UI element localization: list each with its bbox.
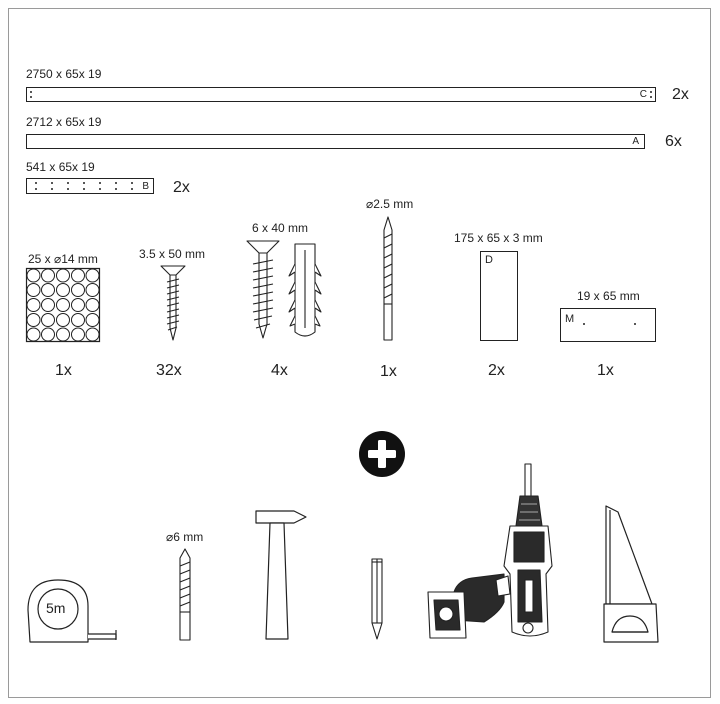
- pencil-icon: [370, 557, 384, 641]
- power-drill-icon: [424, 462, 560, 642]
- screw-plug-quantity: 4x: [271, 362, 288, 379]
- screw-dimension: 3.5 x 50 mm: [139, 247, 206, 261]
- drill-bit-large-dimension: ⌀6 mm: [166, 530, 204, 544]
- hammer-icon: [254, 507, 308, 643]
- felt-pads-icon: [26, 268, 100, 342]
- tape-measure-icon: [22, 578, 122, 644]
- plate-m: [560, 308, 656, 342]
- panel-d-quantity: 2x: [488, 362, 505, 379]
- plank-c-letter: C: [639, 89, 647, 100]
- felt-pads-dimension: 25 x ⌀14 mm: [28, 252, 98, 266]
- plate-m-quantity: 1x: [597, 362, 614, 379]
- plus-icon: [358, 430, 406, 478]
- long-screw-icon: [245, 238, 281, 342]
- panel-d-letter: D: [485, 254, 493, 266]
- drill-bit-large-icon: [177, 548, 193, 644]
- screw-icon: [160, 264, 186, 344]
- plank-c-quantity: 2x: [672, 86, 689, 103]
- tape-measure-label: 5m: [46, 600, 66, 616]
- drill-bit-small-quantity: 1x: [380, 363, 397, 380]
- screw-plug-dimension: 6 x 40 mm: [252, 221, 309, 235]
- panel-d: [480, 251, 518, 341]
- plank-b-dimension: 541 x 65x 19: [26, 160, 95, 174]
- hand-saw-icon: [602, 504, 660, 644]
- plank-c-dimension: 2750 x 65x 19: [26, 67, 102, 81]
- plank-b-letter: B: [142, 181, 149, 192]
- felt-pads-quantity: 1x: [55, 362, 72, 379]
- plank-b-quantity: 2x: [173, 179, 190, 196]
- screw-quantity: 32x: [156, 362, 182, 379]
- plate-m-letter: M: [565, 313, 575, 325]
- plate-m-dimension: 19 x 65 mm: [577, 289, 640, 303]
- drill-bit-small-icon: [380, 216, 396, 344]
- plank-a-dimension: 2712 x 65x 19: [26, 115, 102, 129]
- drill-bit-small-dimension: ⌀2.5 mm: [366, 197, 414, 211]
- plank-a-quantity: 6x: [665, 133, 682, 150]
- plank-b: [26, 178, 154, 194]
- plank-c: [26, 87, 656, 102]
- plank-a: [26, 134, 645, 149]
- wall-plug-icon: [287, 242, 323, 340]
- plank-a-letter: A: [632, 136, 639, 147]
- panel-d-dimension: 175 x 65 x 3 mm: [454, 231, 543, 245]
